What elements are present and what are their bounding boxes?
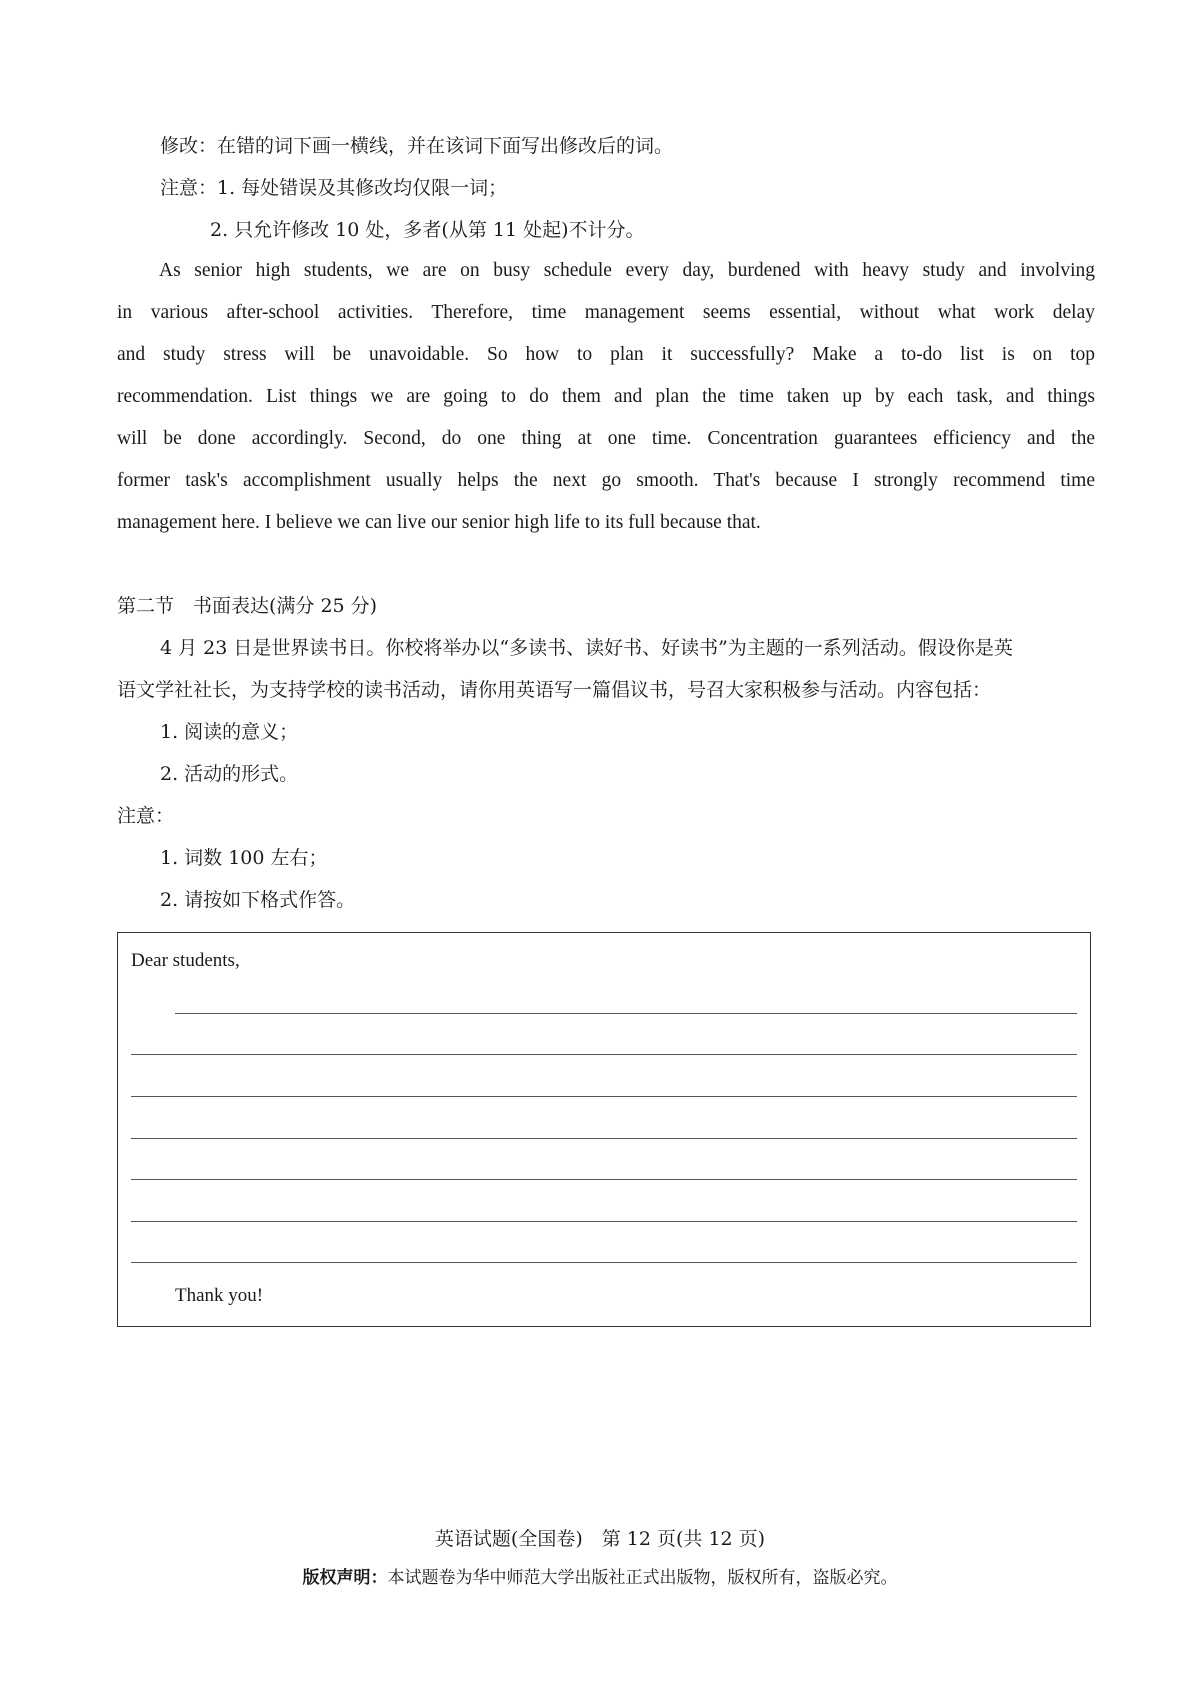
note-2: 2. 只允许修改 10 处，多者(从第 11 处起)不计分。 (210, 219, 645, 241)
writing-line (131, 1262, 1077, 1263)
note-label: 注意： (117, 805, 175, 827)
passage-line: will be done accordingly. Second, do one thing at one time. Concentration guarantees efficiency and the (117, 428, 1095, 449)
passage-line: and study stress will be unavoidable. So how to plan it successfully? Make a to-do list is on top (117, 344, 1095, 365)
greeting: Dear students, (131, 950, 240, 971)
writing-line (131, 1221, 1077, 1222)
writing-note-1: 1. 词数 100 左右； (160, 847, 328, 869)
prompt-line-2: 语文学社社长，为支持学校的读书活动，请你用英语写一篇倡议书，号召大家积极参与活动。内容包括： (117, 679, 992, 701)
answer-box (117, 932, 1091, 1327)
copyright-notice (0, 1563, 1200, 1588)
closing: Thank you! (175, 1285, 264, 1306)
prompt-line-1: 4 月 23 日是世界读书日。你校将举办以“多读书、读好书、好读书”为主题的一系列活动。假设你是英 (160, 637, 1013, 659)
passage-line: in various after-school activities. Therefore, time management seems essential, without what work delay (117, 302, 1095, 323)
passage-line: management here. I believe we can live our senior high life to its full because that. (117, 512, 761, 533)
passage-line: recommendation. List things we are going to do them and plan the time taken up by each task, and things (117, 386, 1095, 407)
copyright-text: 本试题卷为华中师范大学出版社正式出版物，版权所有，盗版必究。 (387, 1568, 898, 1588)
writing-line (131, 1179, 1077, 1180)
writing-line (175, 1013, 1077, 1014)
writing-line (131, 1054, 1077, 1055)
writing-line (131, 1138, 1077, 1139)
copyright-label: 版权声明： (302, 1568, 388, 1588)
revise-instruction: 修改：在错的词下画一横线，并在该词下面写出修改后的词。 (160, 135, 674, 157)
note-1: 注意：1. 每处错误及其修改均仅限一词； (160, 177, 508, 199)
passage-line: As senior high students, we are on busy schedule every day, burdened with heavy study and involving (159, 260, 1095, 281)
section-heading: 第二节 书面表达(满分 25 分) (117, 595, 378, 617)
page-footer: 英语试题(全国卷) 第 12 页(共 12 页) (434, 1528, 766, 1550)
content-item-2: 2. 活动的形式。 (160, 763, 299, 785)
content-item-1: 1. 阅读的意义； (160, 721, 299, 743)
writing-note-2: 2. 请按如下格式作答。 (160, 889, 356, 911)
writing-line (131, 1096, 1077, 1097)
passage-line: former task's accomplishment usually helps the next go smooth. That's because I strongly recommend time (117, 470, 1095, 491)
